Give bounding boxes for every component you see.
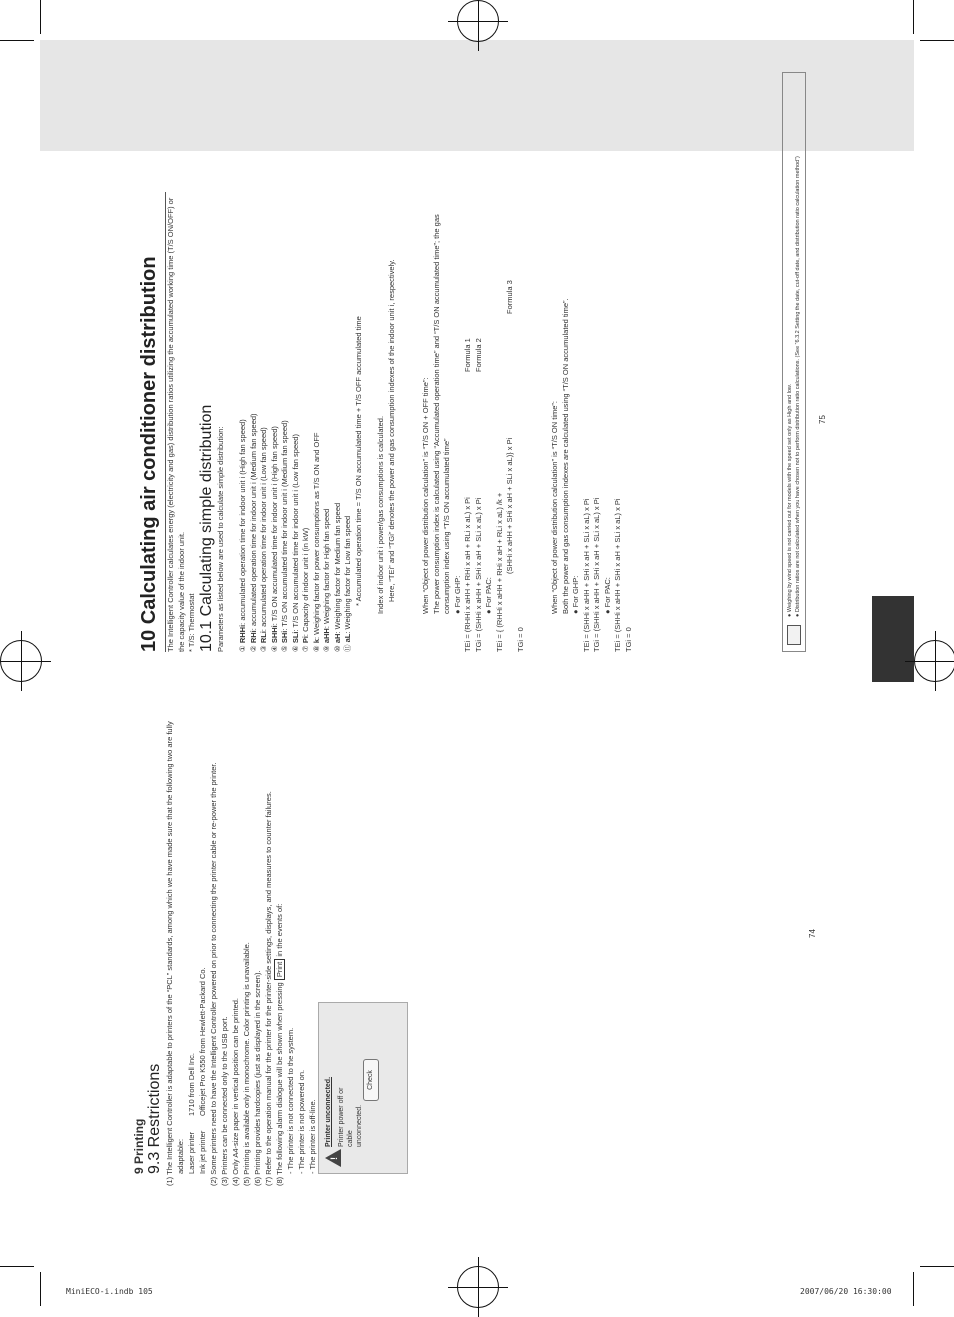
printer-model: Officejet Pro K550 from Hewlett-Packard Co. — [198, 967, 207, 1116]
restriction-text: (1) The Intelligent Controller is adaptable to printers of the “PCL” standards, among which we have made sure that the following two are fully adaptable: — [165, 721, 185, 1186]
registration-mark — [457, 1266, 499, 1308]
crop-mark — [0, 1266, 34, 1267]
param-key: RHi — [248, 630, 258, 644]
left-page — [132, 714, 552, 1186]
crop-mark — [0, 40, 34, 41]
crop-mark — [913, 0, 914, 34]
printer-row — [197, 714, 208, 1174]
param-desc: : T/S ON accumulated time for indoor unit i (High fan speed) — [269, 426, 279, 626]
param-desc: : T/S ON accumulated time for indoor unit i (Low fan speed) — [290, 434, 300, 632]
alarm-dialog — [318, 1002, 408, 1174]
formula: TGi = 0 — [515, 627, 525, 652]
param-item — [291, 192, 302, 652]
param-key: SLi — [290, 631, 300, 644]
formula: (SHHi x aHH + SHi x aH + SLi x aL)} x Pi — [505, 437, 514, 574]
formula-label: Formula 1 — [463, 338, 472, 372]
crop-mark — [913, 1272, 914, 1306]
formula: TGi = (SHHi x aHH + SHi x aH + SLi x aL) x Pi — [592, 497, 601, 652]
param-key: aHH — [322, 628, 331, 644]
param-key: SHHi — [269, 625, 279, 644]
param-key: RHHi — [238, 624, 247, 644]
case-title: When “Object of power distribution calculation” is “T/S ON + OFF time”: — [421, 377, 430, 614]
footer-file: MiniECO-i.indb 105 — [66, 1287, 153, 1296]
device-label: ● For PAC: — [484, 577, 493, 614]
device-label: ● For GHP: — [571, 575, 580, 614]
formula-row — [474, 192, 485, 652]
event-item: - The printer is off-line. — [308, 1099, 317, 1174]
param-key: k — [311, 639, 321, 644]
param-item — [280, 192, 291, 652]
section-heading: 9.3 Restrictions — [146, 1063, 163, 1174]
printer-model: 1710 from Dell Inc. — [187, 1053, 196, 1116]
dialog-title: Printer unconnected. — [325, 1076, 332, 1147]
index-text: Index of indoor unit i power/gas consumptions is calculated. — [376, 415, 385, 614]
param-item — [322, 192, 333, 652]
crop-mark — [920, 40, 954, 41]
params-intro: Parameters as listed below are used to calculate simple distribution: — [215, 426, 225, 652]
param-desc: : Weighing factor for High fan speed — [322, 508, 331, 629]
right-page — [138, 156, 818, 652]
case-desc: The power consumption index is calculated using “Accumulated operation time” and “T/S ON accumulated time”; the gas consumption index using “T/S ON accumulated time” — [431, 214, 451, 614]
warning-icon: ! — [325, 1149, 341, 1167]
formula: TEi = (SHHi x aHH + SHi x aH + SLi x aL) x Pi — [581, 498, 591, 652]
intro-note: * T/S: Thermostat — [187, 593, 196, 652]
param-no: ③ — [259, 645, 268, 652]
param-item — [259, 192, 270, 652]
param-key: aL — [343, 633, 352, 643]
printer-row — [186, 714, 197, 1174]
restriction-item: (7) Refer to the operation manual for the printer for the printer-side settings, displays, and measures to counter failures. — [264, 791, 273, 1186]
check-button[interactable]: Check — [363, 1059, 379, 1101]
note-box — [782, 72, 806, 652]
formula: TGi = (SHHi x aHH + SHi x aH + SLi x aL) x Pi — [473, 497, 483, 652]
event-item: - The printer is not powered on. — [297, 1069, 306, 1174]
chapter-heading: 9 Printing — [132, 1118, 146, 1174]
restriction-item — [164, 714, 208, 1186]
page-number: 74 — [808, 929, 817, 938]
case-desc: Both the power and gas consumption indexes are calculated using “T/S ON accumulated time”. — [560, 298, 570, 614]
param-key: Pi — [301, 636, 310, 644]
param-desc: : Capacity of indoor unit i (in kW) — [301, 527, 310, 637]
restriction-item: (5) Printing is available only in monochrome. Color printing is unavailable. — [242, 942, 251, 1186]
registration-mark — [0, 640, 42, 682]
param-no: ① — [238, 645, 247, 652]
formula-row — [463, 192, 474, 652]
event-item: - The printer is not connected to the system. — [286, 1027, 295, 1174]
param-item — [312, 192, 323, 652]
param-key: SHi — [280, 630, 289, 644]
param-desc: : accumulated operation time for indoor unit i (High fan speed) — [238, 419, 247, 625]
param-desc: : accumulated operation time for indoor unit i (Low fan speed) — [259, 427, 268, 632]
note-text: ● Weighing by wind speed is not carried out for models with the speed set only as High and low. — [787, 383, 793, 617]
param-item — [270, 192, 281, 652]
restriction-item: (3) Printers can be connected only to the USB port. — [220, 1016, 229, 1186]
formula: TEi = { (RHHi x aHH + RHi x aH + RLi x aL) /k + — [494, 492, 504, 652]
param-desc: : T/S ON accumulated time for indoor unit i (Medium fan speed) — [280, 420, 289, 631]
param-no: ⑨ — [322, 645, 331, 652]
page-number: 75 — [818, 415, 827, 424]
param-no: ⑥ — [290, 645, 300, 652]
param-no: ④ — [269, 645, 279, 652]
param-desc: : accumulated operation time for indoor unit i (Medium fan speed) — [248, 413, 258, 631]
param-no: ② — [248, 645, 258, 652]
param-desc: : Weighing factor for Low fan speed — [343, 515, 352, 634]
restriction-item: (6) Printing provides hardcopies (just as displayed in the screen). — [253, 970, 262, 1186]
chapter-tab — [872, 596, 914, 682]
param-no: ⑦ — [301, 645, 310, 652]
param-no: ⑪ — [343, 644, 352, 652]
printer-type: Ink jet printer — [198, 1130, 207, 1174]
device-label: ● For GHP: — [452, 575, 462, 614]
printer-type: Laser printer — [187, 1131, 196, 1174]
param-item — [333, 192, 344, 652]
restriction-text: in the events of: — [275, 903, 284, 957]
param-item — [249, 192, 260, 652]
restriction-item — [274, 714, 285, 1186]
registration-mark — [914, 640, 954, 682]
params-note: * Accumulated operation time = T/S ON accumulated time + T/S OFF accumulated time — [353, 316, 363, 606]
param-no: ⑤ — [280, 645, 289, 652]
param-no: ⑧ — [311, 645, 321, 652]
case-title: When “Object of power distribution calculation” is “T/S ON time”: — [550, 401, 559, 614]
formula: TGi = 0 — [623, 627, 633, 652]
formula-label: Formula 3 — [505, 280, 514, 314]
restriction-item: (4) Only A4-size paper in vertical position can be printed. — [231, 997, 240, 1186]
formula: TEi = (RHHi x aHH + RHi x aH + RLi x aL) x Pi — [463, 497, 472, 652]
param-item — [238, 192, 249, 652]
book-icon — [787, 625, 801, 645]
formula: TEi = (SHHi x aHH + SHi x aH + SLi x aL) x Pi — [613, 498, 622, 652]
crop-mark — [920, 1266, 954, 1267]
crop-mark — [40, 0, 41, 34]
restriction-item: (2) Some printers need to have the Intelligent Controller powered on prior to connecting the printer cable or re-power the printer. — [209, 762, 218, 1186]
index-text: Here, “TEi” and “TGi” denotes the power and gas consumption indexes of the indoor unit i, respectively. — [386, 259, 396, 602]
param-item — [343, 192, 354, 652]
chapter-heading: 10 Calculating air conditioner distribution — [138, 192, 166, 652]
note-text: ● Distribution ratios are not calculated when you have chosen not to perform distribution ratio calculations. (See “6.3.2 Setting the date, cut-off date, and distribution ratio calculation method”) — [795, 156, 801, 617]
formula-label: Formula 2 — [473, 338, 483, 372]
param-item — [301, 192, 312, 652]
intro-text: The Intelligent Controller calculates energy (electricity and gas) distribution ratios utilizing the accumulated working time (T/S ON/OFF) or the capacity value of the indoor unit. — [166, 197, 186, 652]
param-desc: : Weighing factor for Medium fan speed — [332, 502, 342, 634]
param-key: aH — [332, 633, 342, 644]
section-heading: 10.1 Calculating simple distribution — [197, 404, 215, 652]
device-label: ● For PAC: — [602, 577, 612, 614]
formula-row — [505, 192, 516, 574]
param-desc: : Weighing factor for power consumptions as T/S ON and OFF — [311, 432, 321, 639]
param-no: ⑩ — [332, 645, 342, 652]
footer-timestamp: 2007/06/20 16:30:00 — [800, 1287, 892, 1296]
param-key: RLi — [259, 631, 268, 644]
print-key-label: Print — [274, 959, 285, 980]
dialog-message: Printer power off or cable unconnected. — [338, 1087, 363, 1147]
registration-mark — [457, 0, 499, 42]
crop-mark — [40, 1272, 41, 1306]
restriction-text: (8) The following alarm dialogue will be shown when pressing — [275, 982, 284, 1186]
